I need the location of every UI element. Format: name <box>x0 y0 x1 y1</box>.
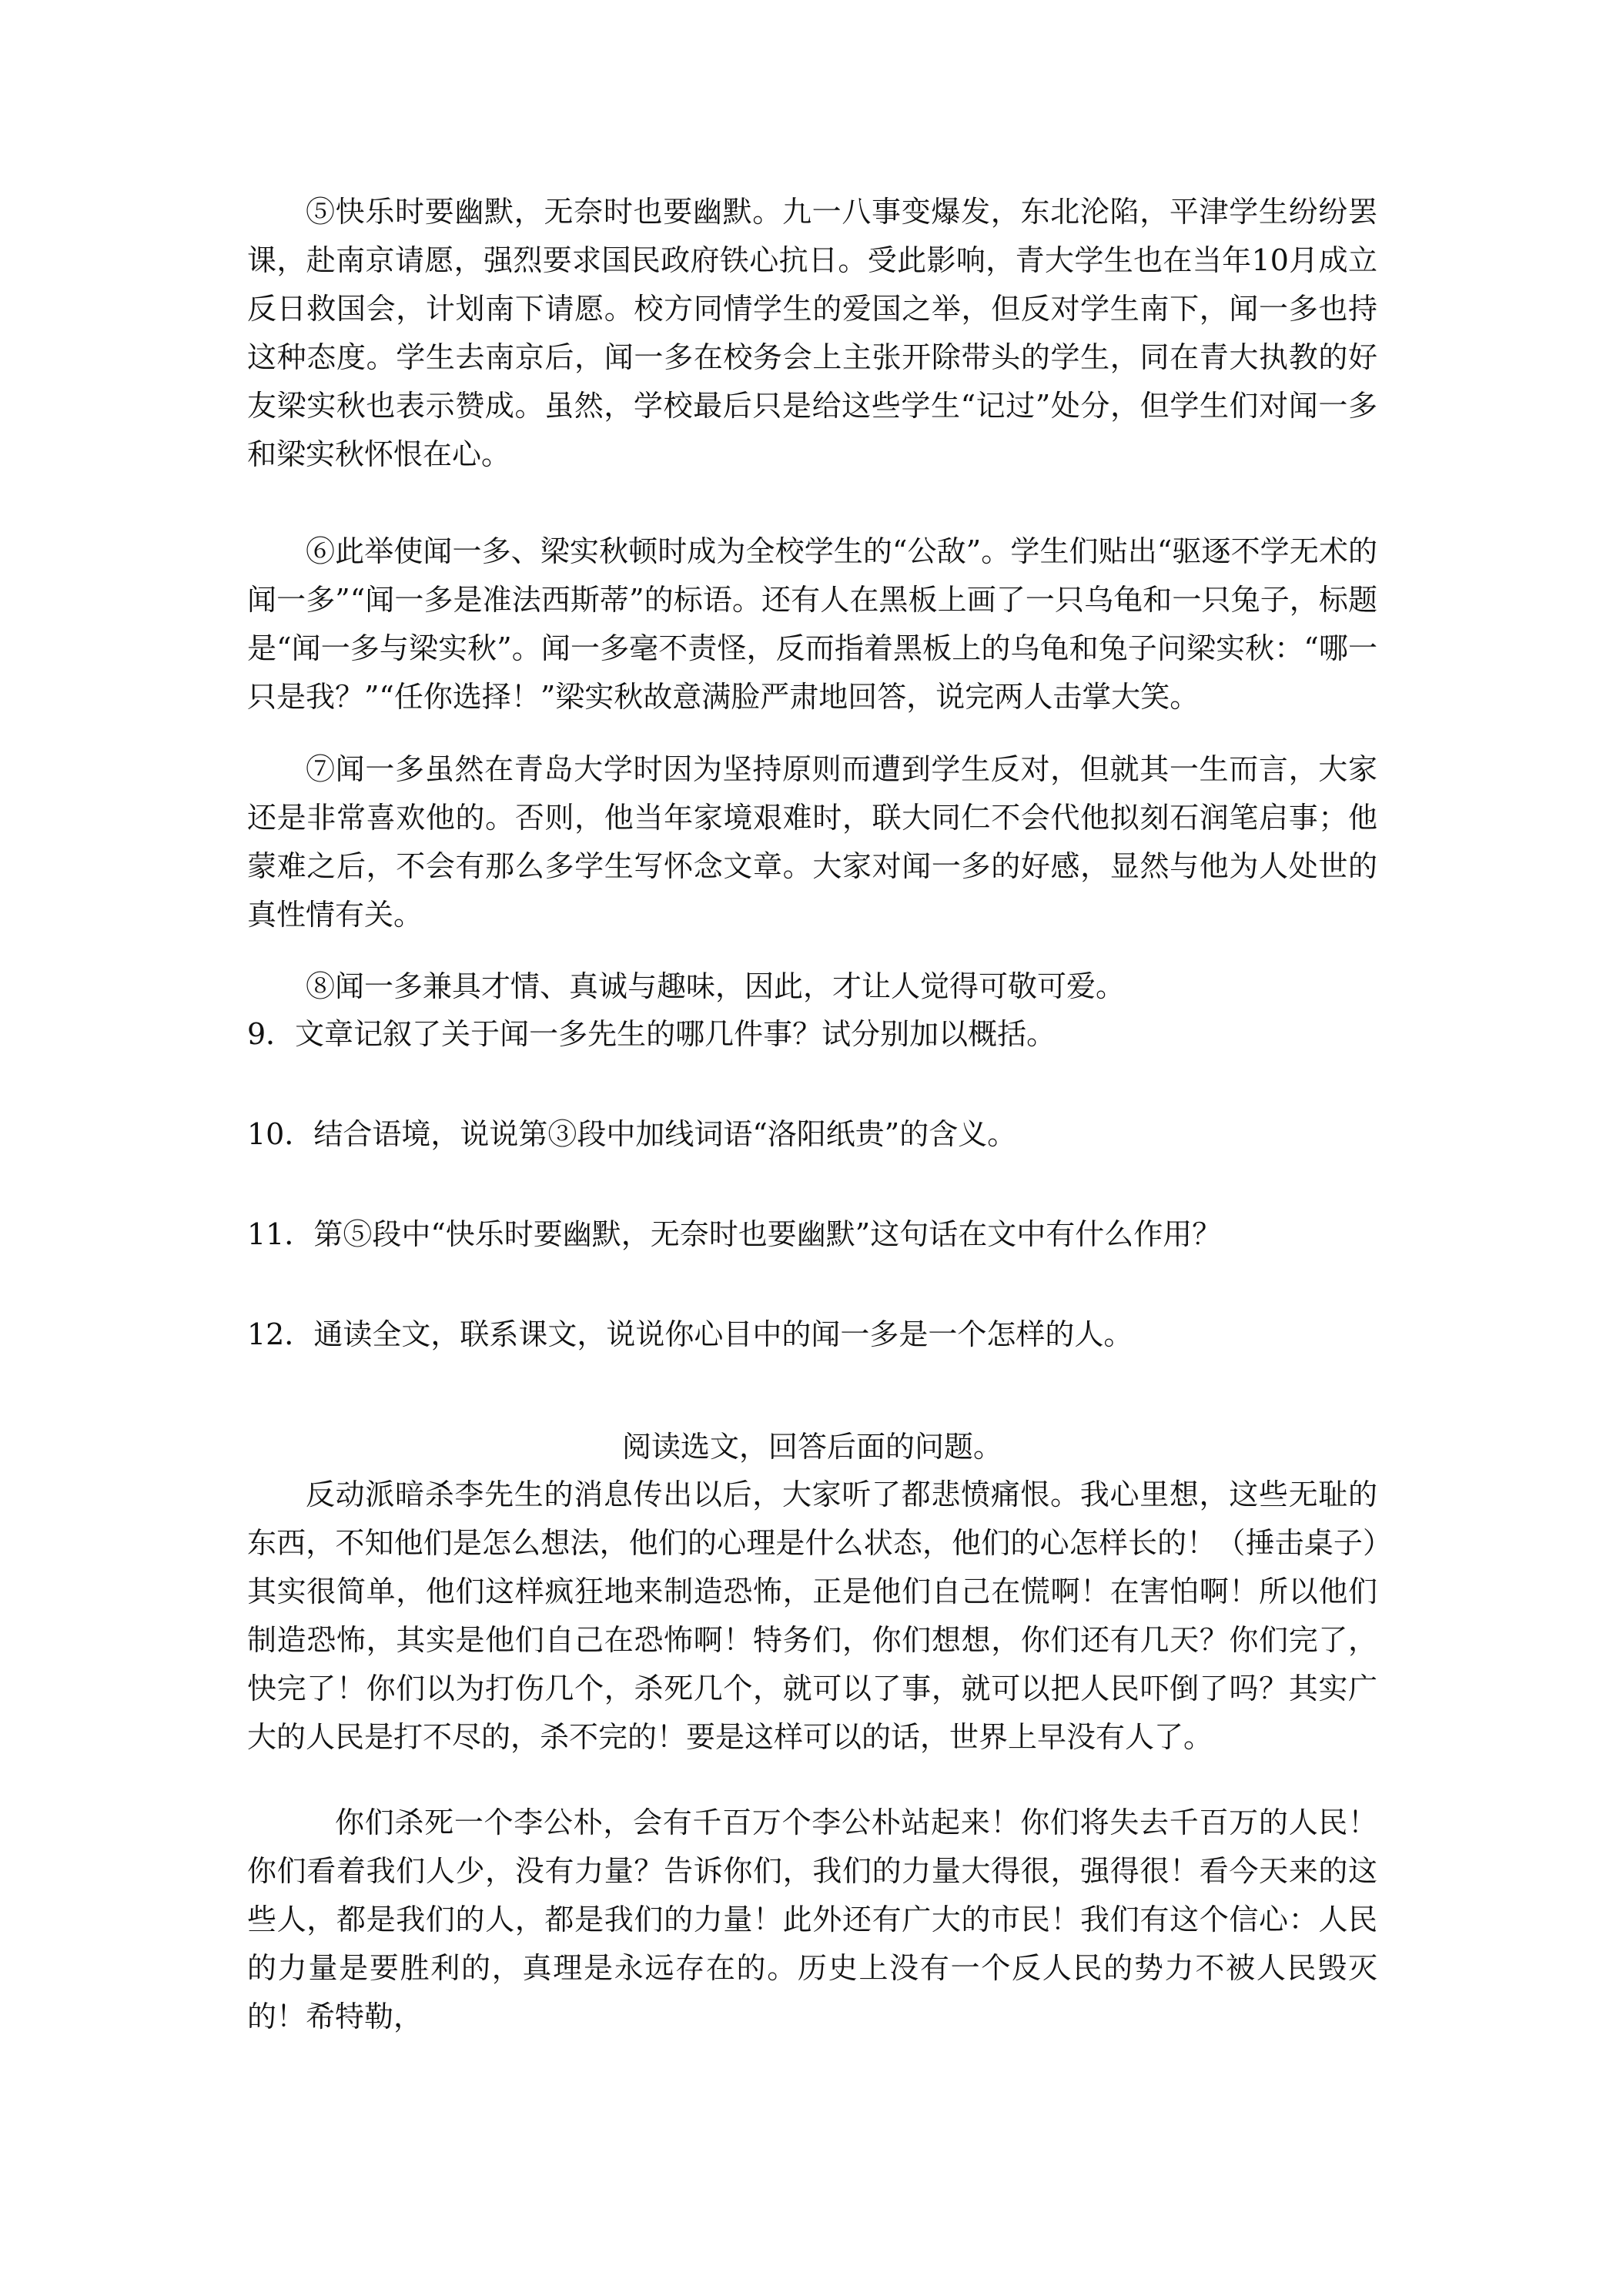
reading-paragraph-2: 你们杀死一个李公朴，会有千百万个李公朴站起来！你们将失去千百万的人民！你们看着我们人少，没有力量？告诉你们，我们的力量大得很，强得很！看今天来的这些人，都是我们的人，都是我们的力量！此外还有广大的市民！我们有这个信心：人民的力量是要胜利的，真理是永远存在的。历史上没有一个反人民的势力不被人民毁灭的！希特勒， <box>247 1806 1377 2033</box>
question-12: 12．通读全文，联系课文，说说你心目中的闻一多是一个怎样的人。 <box>247 1317 1133 1351</box>
paragraph-6: ⑥此举使闻一多、梁实秋顿时成为全校学生的“公敌”。学生们贴出“驱逐不学无术的闻一多”“闻一多是准法西斯蒂”的标语。还有人在黑板上画了一只乌龟和一只兔子，标题是“闻一多与梁实秋”。闻一多毫不责怪，反而指着黑板上的乌龟和兔子问梁实秋：“哪一只是我？”“任你选择！”梁实秋故意满脸严肃地回答，说完两人击掌大笑。 <box>247 534 1377 714</box>
paragraph-8: ⑧闻一多兼具才情、真诚与趣味，因此，才让人觉得可敬可爱。 <box>306 969 1126 1003</box>
question-9: 9．文章记叙了关于闻一多先生的哪几件事？试分别加以概括。 <box>247 1017 1056 1051</box>
section-heading: 阅读选文，回答后面的问题。 <box>621 1430 1002 1464</box>
question-11: 11．第⑤段中“快乐时要幽默，无奈时也要幽默”这句话在文中有什么作用？ <box>247 1217 1222 1251</box>
reading-paragraph-1: 反动派暗杀李先生的消息传出以后，大家听了都悲愤痛恨。我心里想，这些无耻的东西，不知他们是怎么想法，他们的心理是什么状态，他们的心怎样长的！（捶击桌子）其实很简单，他们这样疯狂地来制造恐怖，正是他们自己在慌啊！在害怕啊！所以他们制造恐怖，其实是他们自己在恐怖啊！特务们，你们想想，你们还有几天？你们完了，快完了！你们以为打伤几个，杀死几个，就可以了事，就可以把人民吓倒了吗？其实广大的人民是打不尽的，杀不完的！要是这样可以的话，世界上早没有人了。 <box>247 1478 1377 1754</box>
paragraph-7: ⑦闻一多虽然在青岛大学时因为坚持原则而遭到学生反对，但就其一生而言，大家还是非常喜欢他的。否则，他当年家境艰难时，联大同仁不会代他拟刻石润笔启事；他蒙难之后，不会有那么多学生写怀念文章。大家对闻一多的好感，显然与他为人处世的真性情有关。 <box>247 752 1377 932</box>
question-10: 10．结合语境，说说第③段中加线词语“洛阳纸贵”的含义。 <box>247 1117 1017 1151</box>
paragraph-5: ⑤快乐时要幽默，无奈时也要幽默。九一八事变爆发，东北沦陷，平津学生纷纷罢课，赴南京请愿，强烈要求国民政府铁心抗日。受此影响，青大学生也在当年10月成立反日救国会，计划南下请愿。校方同情学生的爱国之举，但反对学生南下，闻一多也持这种态度。学生去南京后，闻一多在校务会上主张开除带头的学生，同在青大执教的好友梁实秋也表示赞成。虽然，学校最后只是给这些学生“记过”处分，但学生们对闻一多和梁实秋怀恨在心。 <box>247 195 1377 471</box>
